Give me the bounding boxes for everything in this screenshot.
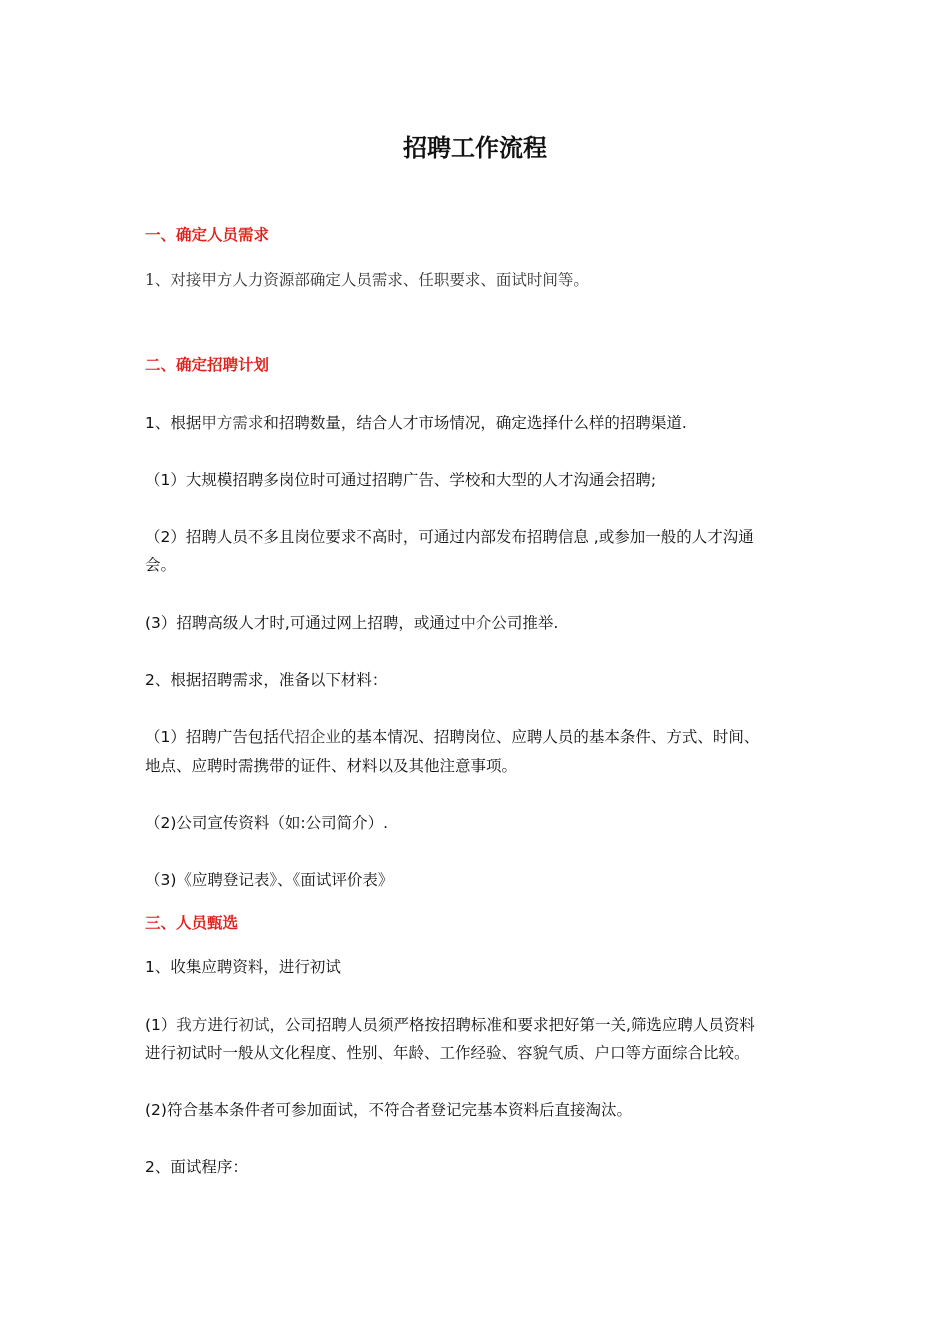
text-segment: (3）招聘高级人才时,可通过网上招聘，或通过 <box>145 614 461 632</box>
paragraph-2-8: （3)《应聘登记表》、《面试评价表》 <box>145 871 394 889</box>
paragraph-3-4: 2、面试程序： <box>145 1158 248 1176</box>
highlight-segment: 我方 <box>176 1016 208 1034</box>
paragraph-2-4 <box>145 609 825 638</box>
text-segment: 和招聘数量，结合人才市场情况，确定选择什么样的招聘渠道. <box>263 414 687 432</box>
page-title: 招聘工作流程 <box>403 134 547 162</box>
highlight-segment: 中介 <box>460 614 492 632</box>
text-segment: 的基本情况、招聘岗位、应聘人员的基本条件、方式、时间、 <box>340 728 760 746</box>
text-segment: 进行 <box>207 1016 239 1034</box>
text-segment: （1）招聘广告包括 <box>145 728 279 746</box>
highlight-segment: 代招企业 <box>278 728 341 746</box>
paragraph-2-3-line2: 会。 <box>145 556 177 574</box>
text-segment: 1、根据 <box>145 414 202 432</box>
text-segment: ，公司招聘人员须严格按招聘标准和要求把好第一关,筛选应聘人员资料 <box>269 1016 755 1034</box>
paragraph-2-1 <box>145 409 825 438</box>
section-heading-1: 一、确定人员需求 <box>145 226 270 244</box>
text-segment: 公司推举. <box>491 614 559 632</box>
paragraph-2-2: （1）大规模招聘多岗位时可通过招聘广告、学校和大型的人才沟通会招聘; <box>145 471 657 489</box>
section-heading-3: 三、人员甄选 <box>145 914 239 932</box>
paragraph-3-1: 1、收集应聘资料，进行初试 <box>145 958 341 976</box>
section-heading-2: 二、确定招聘计划 <box>145 356 270 374</box>
paragraph-2-7: （2)公司宣传资料（如:公司简介）. <box>145 814 389 832</box>
paragraph-2-6-line2: 地点、应聘时需携带的证件、材料以及其他注意事项。 <box>145 757 518 775</box>
paragraph-3-3: (2)符合基本条件者可参加面试，不符合者登记完基本资料后直接淘汰。 <box>145 1101 632 1119</box>
paragraph-3-2-line2: 进行初试时一般从文化程度、性别、年龄、工作经验、容貌气质、户口等方面综合比较。 <box>145 1044 750 1062</box>
paragraph-2-6-line1 <box>145 723 825 752</box>
highlight-segment: 初试 <box>238 1016 270 1034</box>
paragraph-2-3-line1: （2）招聘人员不多且岗位要求不高时，可通过内部发布招聘信息 ,或参加一般的人才沟通 <box>145 528 754 546</box>
paragraph-3-2-line1 <box>145 1011 825 1040</box>
paragraph-1-1: 1、对接甲方人力资源部确定人员需求、任职要求、面试时间等。 <box>145 271 589 289</box>
paragraph-2-5: 2、根据招聘需求，准备以下材料： <box>145 671 388 689</box>
highlight-segment: 甲方需求 <box>201 414 264 432</box>
text-segment: (1） <box>145 1016 177 1034</box>
